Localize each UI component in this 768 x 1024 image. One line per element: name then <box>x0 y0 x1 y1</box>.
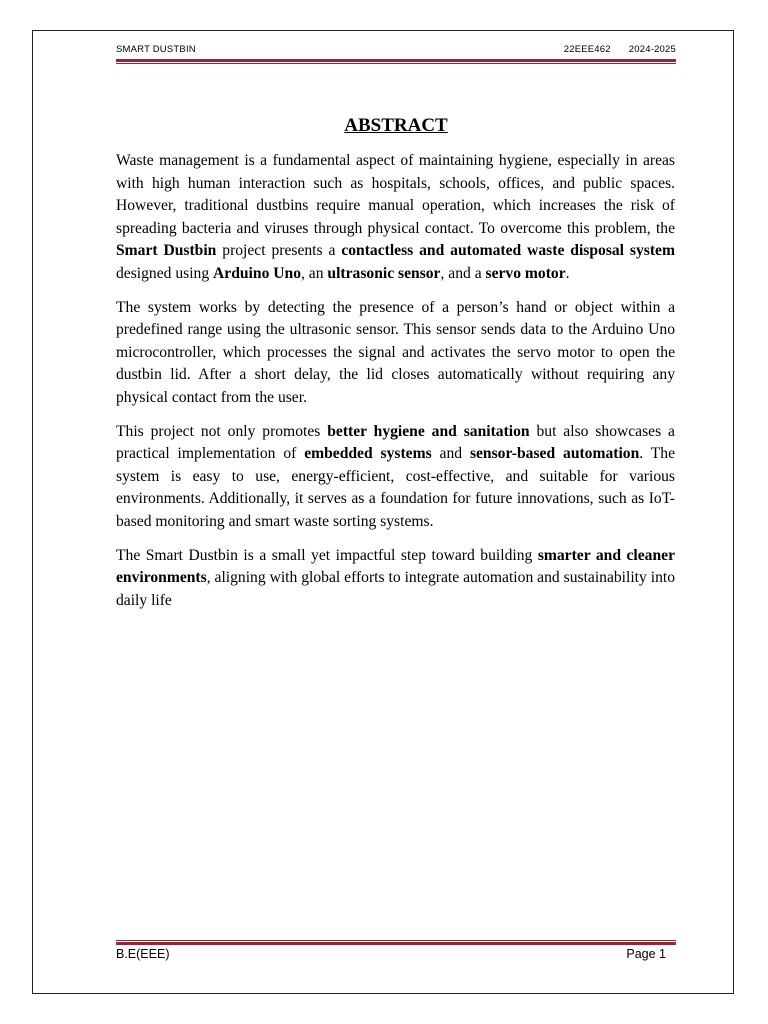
abstract-paragraph <box>116 150 675 286</box>
bold-term: ultrasonic sensor <box>327 264 441 282</box>
paragraph-text: The system works by detecting the presence of a person’s hand or object within a predefined range using the ultrasonic sensor. This sensor sends data to the Arduino Uno microcontroller, which processes the signal and activates the servo motor to open the dustbin lid. After a short delay, the lid closes automatically without requiring any physical contact from the user. <box>116 298 675 406</box>
paragraph-text: , aligning with global efforts to integrate automation and sustainability into daily life <box>116 569 675 609</box>
header-rule-thin <box>116 63 676 64</box>
paragraph-text: Waste management is a fundamental aspect of maintaining hygiene, especially in areas with high human interaction such as hospitals, schools, offices, and public spaces. However, traditional dustbins require manual operation, which increases the risk of spreading bacteria and viruses through physical contact. To overcome this problem, the <box>116 152 675 237</box>
bold-term: embedded systems <box>304 445 432 463</box>
abstract-paragraph <box>116 421 675 534</box>
bold-term: contactless and automated waste disposal system <box>341 242 675 260</box>
paragraph-text: . <box>565 264 570 282</box>
paragraph-text: . The system is easy to use, energy-efficient, cost-effective, and suitable for various environments. Additionally, it serves as a foundation for future innovations, such as IoT-based monitoring and smart waste sorting systems. <box>116 445 676 530</box>
paragraph-text: designed using <box>116 264 214 282</box>
header-year: 2024-2025 <box>628 44 676 55</box>
paragraph-text: and <box>431 445 470 463</box>
bold-term: servo motor <box>485 264 566 282</box>
bold-term: Arduino Uno <box>213 264 301 282</box>
header-project-title: SMART DUSTBIN <box>116 44 196 55</box>
header-meta <box>546 44 676 55</box>
abstract-body <box>116 150 675 623</box>
paragraph-text: The Smart Dustbin is a small yet impactful step toward building <box>116 546 538 564</box>
footer-degree: B.E(EEE) <box>116 947 170 961</box>
paragraph-text: but also showcases a practical implementation of <box>116 422 675 463</box>
paragraph-text: , an <box>301 264 328 282</box>
paragraph-text: project presents a <box>216 242 342 260</box>
header-rule-thick <box>116 59 676 62</box>
abstract-paragraph <box>116 297 675 410</box>
bold-term: sensor-based automation <box>469 445 640 463</box>
bold-term: better hygiene and sanitation <box>327 422 530 440</box>
footer-rule-thin <box>116 940 676 941</box>
paragraph-text: This project not only promotes <box>116 422 328 440</box>
footer-rule-thick <box>116 942 676 945</box>
footer-page-number: Page 1 <box>626 947 666 961</box>
paragraph-text: , and a <box>440 264 486 282</box>
abstract-paragraph <box>116 545 675 613</box>
header-course-code: 22EEE462 <box>563 44 611 55</box>
bold-term: smarter and cleaner environments <box>116 546 675 587</box>
bold-term: Smart Dustbin <box>116 242 217 260</box>
abstract-heading: ABSTRACT <box>344 115 448 136</box>
